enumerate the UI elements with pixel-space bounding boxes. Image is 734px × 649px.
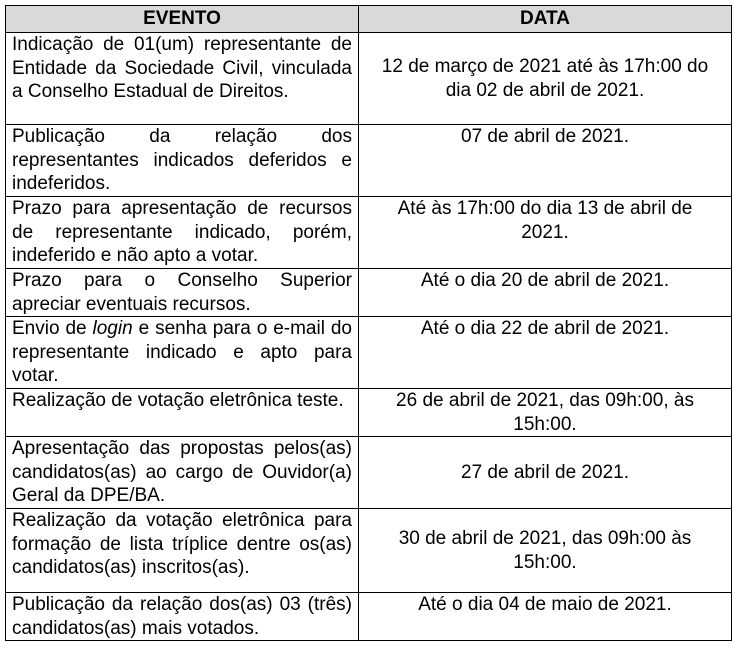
table-row <box>6 389 732 437</box>
table-row <box>6 269 732 317</box>
schedule-table <box>5 5 732 641</box>
table-row <box>6 33 732 125</box>
table-row <box>6 317 732 389</box>
data-cell: 26 de abril de 2021, das 09h:00, às 15h:00. <box>359 389 732 437</box>
evento-cell: Publicação da relação dos representantes indicados deferidos e indeferidos. <box>6 125 359 197</box>
table-row <box>6 509 732 593</box>
evento-cell: Indicação de 01(um) representante de Entidade da Sociedade Civil, vinculada a Conselho Estadual de Direitos. <box>6 33 359 125</box>
data-cell: Até às 17h:00 do dia 13 de abril de 2021. <box>359 197 732 269</box>
evento-cell: Publicação da relação dos(as) 03 (três) candidatos(as) mais votados. <box>6 593 359 641</box>
evento-cell: Prazo para apresentação de recursos de representante indicado, porém, indeferido e não apto a votar. <box>6 197 359 269</box>
data-cell: 07 de abril de 2021. <box>359 125 732 197</box>
table-row <box>6 197 732 269</box>
evento-pre: Envio de <box>12 318 93 339</box>
table-row <box>6 437 732 509</box>
evento-cell: Realização de votação eletrônica teste. <box>6 389 359 437</box>
evento-cell <box>6 317 359 389</box>
evento-post: e senha para o e-mail do representante indicado e apto para votar. <box>12 318 352 386</box>
evento-cell: Prazo para o Conselho Superior apreciar eventuais recursos. <box>6 269 359 317</box>
data-cell: Até o dia 04 de maio de 2021. <box>359 593 732 641</box>
data-cell: Até o dia 22 de abril de 2021. <box>359 317 732 389</box>
header-evento: EVENTO <box>6 6 359 33</box>
table-row <box>6 593 732 641</box>
header-data: DATA <box>359 6 732 33</box>
data-cell: 27 de abril de 2021. <box>359 437 732 509</box>
evento-italic-login: login <box>92 318 133 339</box>
evento-cell: Realização da votação eletrônica para formação de lista tríplice dentre os(as) candidatos(as) inscritos(as). <box>6 509 359 593</box>
table-row <box>6 125 732 197</box>
table-header-row <box>6 6 732 33</box>
data-cell: 30 de abril de 2021, das 09h:00 às 15h:00. <box>359 509 732 593</box>
data-cell: Até o dia 20 de abril de 2021. <box>359 269 732 317</box>
data-cell: 12 de março de 2021 até às 17h:00 do dia 02 de abril de 2021. <box>359 33 732 125</box>
evento-cell: Apresentação das propostas pelos(as) candidatos(as) ao cargo de Ouvidor(a) Geral da DPE/BA. <box>6 437 359 509</box>
